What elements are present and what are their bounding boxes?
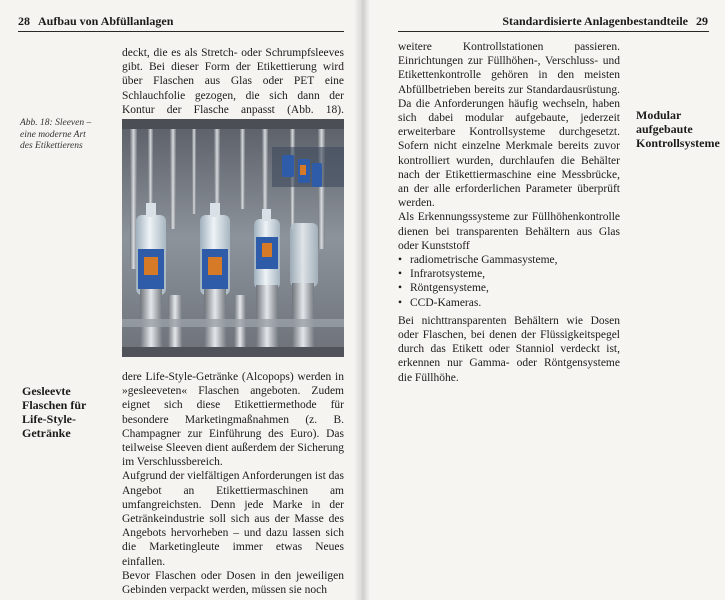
left-running-head: Aufbau von Abfüllanlagen [38, 14, 174, 28]
left-running-header [18, 14, 173, 28]
detection-systems-list [398, 253, 620, 310]
book-gutter [354, 0, 370, 600]
right-paragraph-3: Bei nichttransparenten Behältern wie Dosen oder Flaschen, bei denen der Flüssigkeitspegel durch das Etikett oder Stanniol verdeckt ist, erkennen nur Gamma- oder Röntgensysteme die Füllhöhe. [398, 314, 620, 384]
right-running-head: Standardisierte Anlagenbestandteile [502, 14, 688, 28]
figure-caption: Abb. 18: Sleeven – eine moderne Art des Etikettierens [20, 118, 92, 151]
list-item: • radiometrische Gammasysteme, [398, 253, 620, 267]
left-margin-heading: Gesleevte Flaschen für Life-Style-Getränke [22, 384, 87, 440]
list-item: • CCD-Kameras. [398, 296, 620, 310]
right-running-header [502, 14, 708, 28]
left-paragraph-3: Bevor Flaschen oder Dosen in den jeweiligen Gebinden verpackt werden, müssen sie noch [122, 569, 344, 597]
right-header-rule [398, 31, 709, 32]
right-page-number: 29 [696, 14, 708, 28]
left-intro-top: deckt, die es als Stretch- oder Schrumpfsleeves gibt. Bei dieser Form der Etikettierung wird über Flaschen aus Glas oder PET eine Schlauchfolie gezogen, die sich dann der Kontur der Flasche anpasst (Abb. 18). [122, 47, 344, 116]
list-item: • Röntgensysteme, [398, 281, 620, 295]
right-margin-heading: Modular aufgebaute Kontrollsysteme [636, 108, 720, 150]
right-body [398, 40, 620, 385]
left-intro-bottom: dere Life-Style-Getränke (Alcopops) werden in »gesleeveten« Flaschen angeboten. Zudem eignet sich diese Etikettiermethode für besondere Marketingmaßnahmen (z. B. Champagner zur Einführung des Euro). Das teilweise Sleeven dient außerdem der Sicherung im Verschlussbereich. [122, 371, 344, 469]
list-item: • Infrarotsysteme, [398, 267, 620, 281]
left-page-number: 28 [18, 14, 30, 28]
right-paragraph-2: Als Erkennungssysteme zur Füllhöhenkontrolle dienen bei transparenten Behältern aus Glas oder Kunststoff [398, 211, 620, 252]
left-body-bottom [122, 370, 344, 597]
left-paragraph-2: Aufgrund der vielfältigen Anforderungen ist das Angebot an Etikettiermaschinen am umfangreichsten. Denn jede Marke in der Getränkeindustrie soll sich aus der Masse des Angebots hervorheben – und dazu lassen sich die Marketingleute immer etwas Neues einfallen. [122, 470, 344, 568]
sleeving-machine-image [122, 119, 344, 357]
left-header-rule [18, 31, 344, 32]
right-paragraph-1: weitere Kontrollstationen passieren. Einrichtungen zur Füllhöhen-, Verschluss- und Etikettenkontrolle gehören in den meisten Abfüllbetrieben bereits zur Standardausrüstung. Da die Anforderungen häufig wechseln, haben sich dabei modular aufgebaute, jederzeit erweiterbare Kontrollsysteme durchgesetzt. Sofern nicht einzelne Merkmale bereits zuvor kontrolliert wurden, durchlaufen die Behälter nach der Etikettiermaschine eine Messbrücke, an der alle erforderlichen Parameter überprüft werden. [398, 41, 620, 210]
left-page [0, 0, 362, 600]
figure-18-photo [122, 119, 344, 357]
